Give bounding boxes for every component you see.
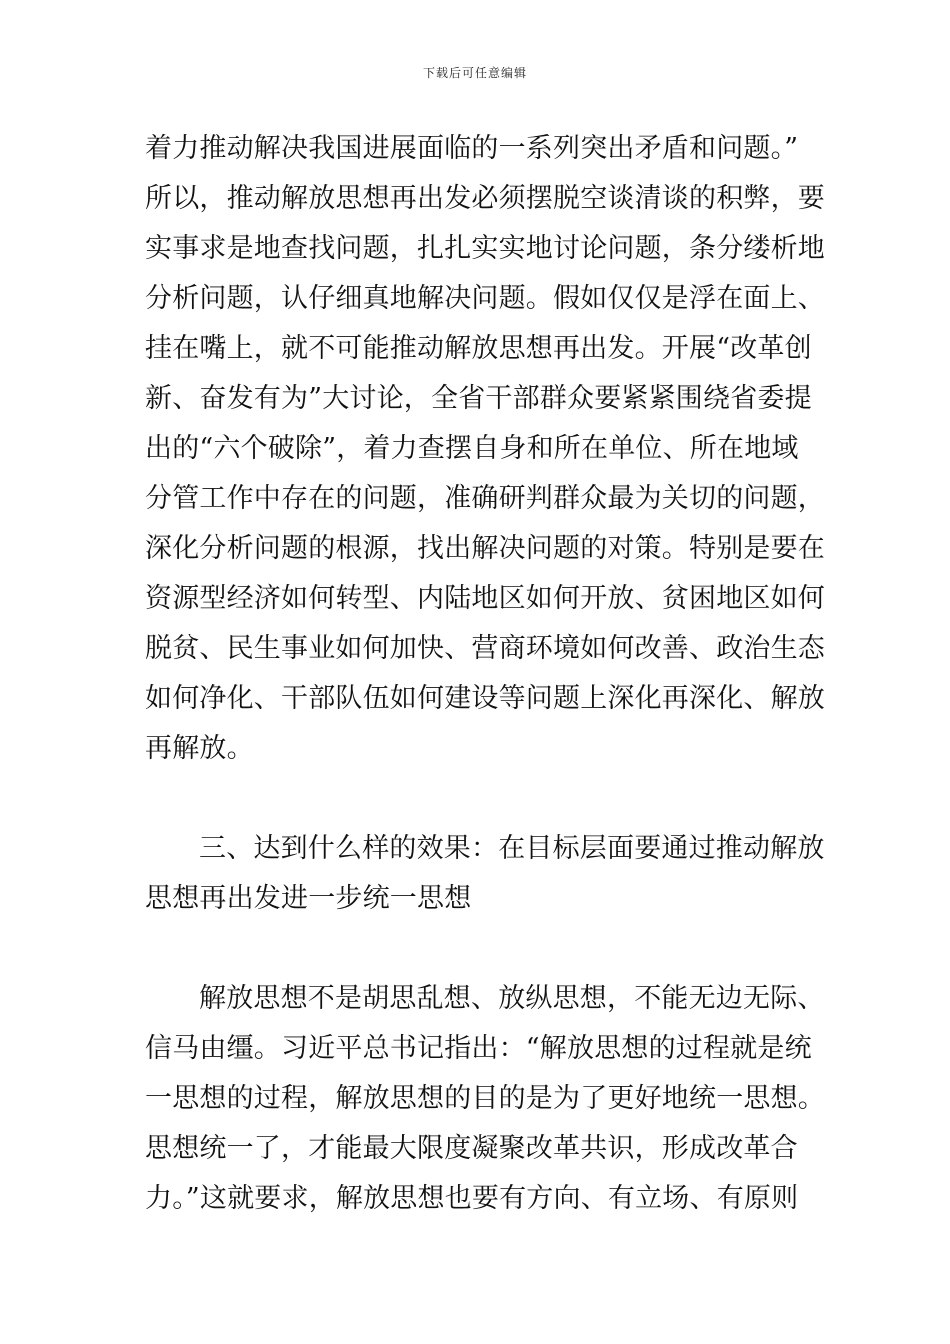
text-line: 思想统一了，才能最大限度凝聚改革共识，形成改革合 [145,1133,798,1164]
text-line: 解放思想不是胡思乱想、放纵思想，不能无边无际、 [199,983,825,1014]
text-line: 新、奋发有为”大讨论，全省干部群众要紧紧围绕省委提 [145,383,812,414]
text-line: 着力推动解决我国进展面临的一系列突出矛盾和问题。” [145,133,799,164]
text-line: 挂在嘴上，就不可能推动解放思想再出发。开展“改革创 [145,333,812,364]
text-line: 分析问题，认仔细真地解决问题。假如仅仅是浮在面上、 [145,283,825,314]
text-line: 一思想的过程，解放思想的目的是为了更好地统一思想。 [145,1083,825,1114]
text-line: 如何净化、干部队伍如何建设等问题上深化再深化、解放 [145,683,825,714]
text-line: 出的“六个破除”，着力查摆自身和所在单位、所在地域 [145,433,799,464]
text-line: 力。”这就要求，解放思想也要有方向、有立场、有原则 [145,1183,799,1214]
text-line: 再解放。 [145,733,254,764]
heading-line: 三、达到什么样的效果：在目标层面要通过推动解放 [199,833,825,864]
text-line: 分管工作中存在的问题，准确研判群众最为关切的问题， [145,483,825,514]
paragraph-gap [145,774,810,824]
paragraph-1 [145,124,825,774]
paragraph-3 [145,974,825,1224]
text-line: 脱贫、民生事业如何加快、营商环境如何改善、政治生态 [145,633,825,664]
text-line: 资源型经济如何转型、内陆地区如何开放、贫困地区如何 [145,583,825,614]
page-header: 下载后可任意编辑 [422,66,527,80]
text-line: 实事求是地查找问题，扎扎实实地讨论问题，条分缕析地 [145,233,825,264]
heading-line: 思想再出发进一步统一思想 [145,883,472,914]
section-heading [145,824,825,924]
text-line: 所以，推动解放思想再出发必须摆脱空谈清谈的积弊，要 [145,183,825,214]
document-body [145,124,825,1224]
text-line: 深化分析问题的根源，找出解决问题的对策。特别是要在 [145,533,825,564]
text-line: 信马由缰。习近平总书记指出：“解放思想的过程就是统 [145,1033,812,1064]
paragraph-gap [145,924,810,974]
